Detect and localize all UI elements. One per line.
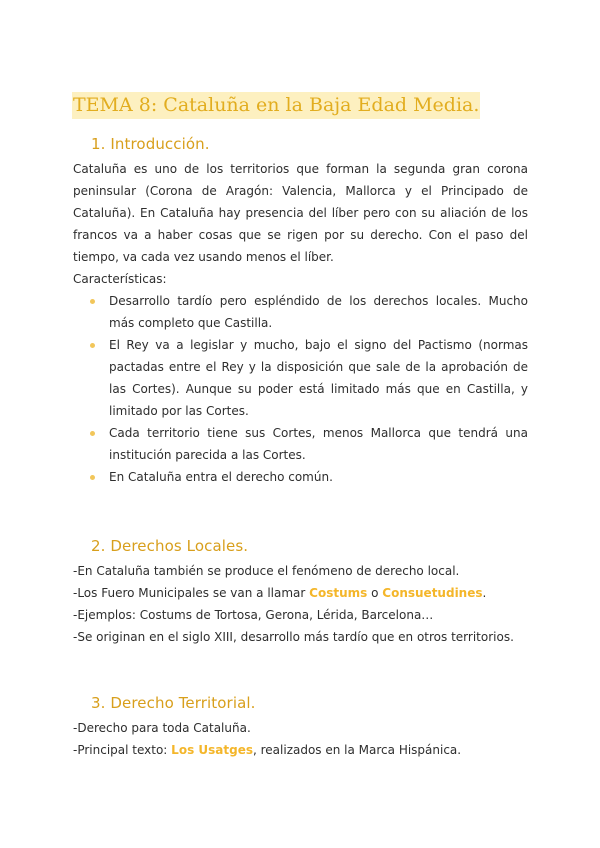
keyword-consuetudines: Consuetudines: [382, 586, 483, 600]
section-2-line-1: -En Cataluña también se produce el fenómeno de derecho local.: [73, 564, 460, 578]
list-item: [73, 334, 528, 422]
list-item-text: En Cataluña entra el derecho común.: [109, 470, 333, 484]
section-1-heading: 1. Introducción.: [91, 135, 210, 153]
line-text: -Principal texto:: [73, 743, 172, 757]
line-text: -Los Fuero Municipales se van a llamar: [73, 586, 310, 600]
list-item: [73, 466, 528, 488]
line-text: o: [367, 586, 383, 600]
line-text: .: [482, 586, 487, 600]
list-item-text: El Rey va a legislar y mucho, bajo el signo del Pactismo (normas pactadas entre el Rey y la disposición que sale de la aprobación de las Cortes). Aunque su poder está limitado más que en Castilla, y limitado por las Cortes.: [109, 338, 528, 418]
characteristics-label: Características:: [73, 272, 167, 286]
list-item: [73, 422, 528, 466]
keyword-los-usatges: Los Usatges: [171, 743, 253, 757]
document-title: TEMA 8: Cataluña en la Baja Edad Media.: [72, 92, 480, 119]
section-3-line-2: [73, 739, 461, 761]
section-2-heading: 2. Derechos Locales.: [91, 537, 249, 555]
section-3-heading: 3. Derecho Territorial.: [91, 694, 256, 712]
list-item-text: Desarrollo tardío pero espléndido de los derechos locales. Mucho más completo que Castilla.: [109, 294, 528, 330]
section-1-paragraph: Cataluña es uno de los territorios que forman la segunda gran corona peninsular (Corona de Aragón: Valencia, Mallorca y el Principado de Cataluña). En Cataluña hay presencia del líber pero con su aliación de los francos va a haber cosas que se rigen por su derecho. Con el paso del tiempo, va cada vez usando menos el líber.: [73, 162, 528, 264]
bullet-dot-icon: [90, 431, 95, 436]
section-2-line-4: -Se originan en el siglo XIII, desarrollo más tardío que en otros territorios.: [73, 630, 514, 644]
line-text: , realizados en la Marca Hispánica.: [252, 743, 462, 757]
section-2-line-3: -Ejemplos: Costums de Tortosa, Gerona, Lérida, Barcelona…: [73, 608, 434, 622]
section-3-line-1: -Derecho para toda Cataluña.: [73, 721, 251, 735]
section-2-line-2: [73, 582, 486, 604]
keyword-costums: Costums: [309, 586, 368, 600]
bullet-dot-icon: [90, 475, 95, 480]
bullet-dot-icon: [90, 343, 95, 348]
list-item-text: Cada territorio tiene sus Cortes, menos Mallorca que tendrá una institución parecida a las Cortes.: [109, 426, 528, 462]
characteristics-list: [73, 290, 528, 488]
bullet-dot-icon: [90, 299, 95, 304]
list-item: [73, 290, 528, 334]
